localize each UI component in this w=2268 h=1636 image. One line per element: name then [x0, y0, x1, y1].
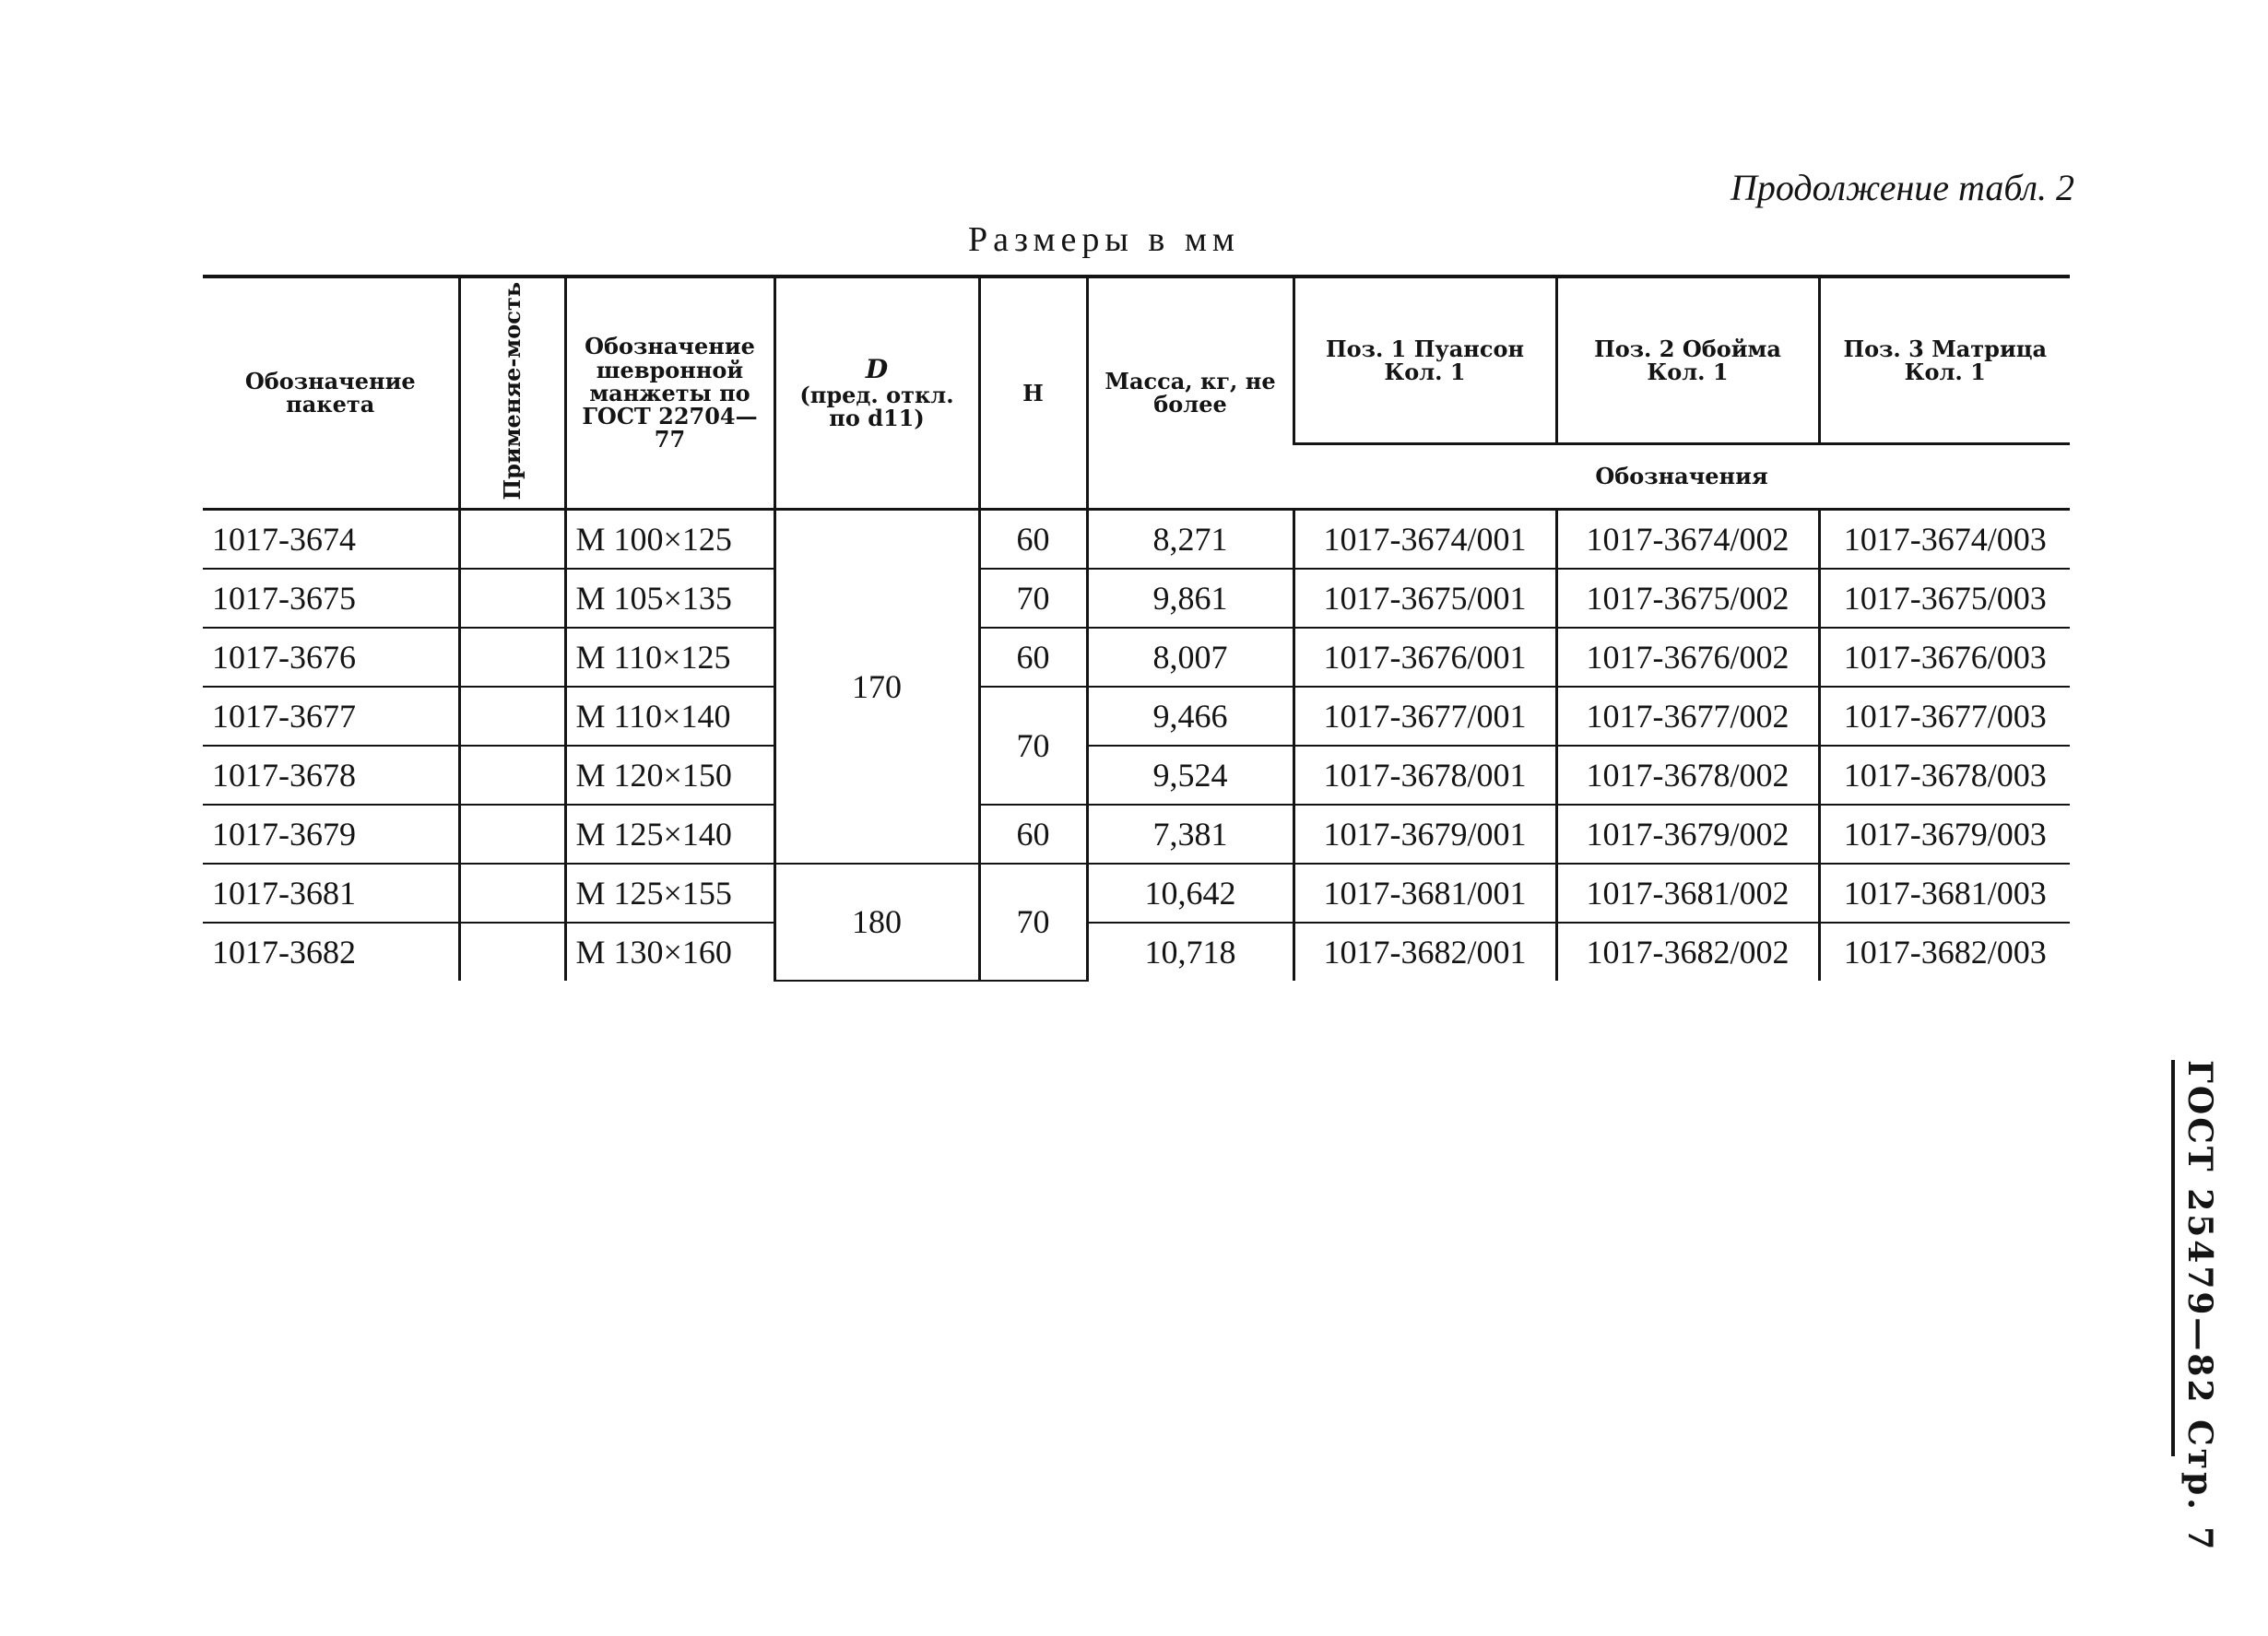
table-row — [203, 628, 2070, 687]
cell-poz3: 1017-3674/003 — [1819, 509, 2070, 569]
cell-poz2: 1017-3674/002 — [1556, 509, 1819, 569]
cell-cuff: М 110×140 — [565, 687, 774, 746]
cell-d: 180 — [774, 864, 979, 981]
cell-poz3: 1017-3675/003 — [1819, 569, 2070, 628]
header-d — [774, 277, 979, 509]
table-continuation-label: Продолжение табл. 2 — [1730, 167, 2074, 208]
cell-poz1: 1017-3676/001 — [1293, 628, 1556, 687]
cell-package: 1017-3676 — [203, 628, 459, 687]
table-row — [203, 687, 2070, 746]
cell-poz2: 1017-3678/002 — [1556, 746, 1819, 805]
cell-poz2: 1017-3681/002 — [1556, 864, 1819, 923]
header-poz1: Поз. 1 Пуансон Кол. 1 — [1293, 277, 1556, 443]
cell-package: 1017-3679 — [203, 805, 459, 864]
cell-poz3: 1017-3681/003 — [1819, 864, 2070, 923]
cell-poz2: 1017-3675/002 — [1556, 569, 1819, 628]
cell-h: 60 — [979, 628, 1087, 687]
cell-applicability — [459, 687, 565, 746]
header-poz3: Поз. 3 Матрица Кол. 1 — [1819, 277, 2070, 443]
cell-poz1: 1017-3677/001 — [1293, 687, 1556, 746]
cell-package: 1017-3675 — [203, 569, 459, 628]
cell-poz3: 1017-3676/003 — [1819, 628, 2070, 687]
cell-poz2: 1017-3676/002 — [1556, 628, 1819, 687]
cell-poz3: 1017-3682/003 — [1819, 923, 2070, 981]
table-row — [203, 746, 2070, 805]
cell-h: 60 — [979, 805, 1087, 864]
cell-poz2: 1017-3677/002 — [1556, 687, 1819, 746]
cell-applicability — [459, 509, 565, 569]
cell-mass: 8,271 — [1087, 509, 1293, 569]
table-row — [203, 864, 2070, 923]
header-mass: Масса, кг, не более — [1087, 277, 1293, 509]
gost-page-label: ГОСТ 25479—82 Стр. 7 — [2171, 1060, 2219, 1456]
table-row — [203, 509, 2070, 569]
cell-poz1: 1017-3674/001 — [1293, 509, 1556, 569]
cell-cuff: М 110×125 — [565, 628, 774, 687]
cell-cuff: М 130×160 — [565, 923, 774, 981]
dimensions-caption: Размеры в мм — [968, 220, 1240, 259]
cell-h: 70 — [979, 687, 1087, 805]
cell-mass: 7,381 — [1087, 805, 1293, 864]
table-row — [203, 569, 2070, 628]
specification-table — [203, 275, 2070, 982]
cell-package: 1017-3677 — [203, 687, 459, 746]
cell-cuff: М 105×135 — [565, 569, 774, 628]
cell-mass: 8,007 — [1087, 628, 1293, 687]
header-d-symbol: D — [865, 354, 889, 385]
cell-poz2: 1017-3682/002 — [1556, 923, 1819, 981]
cell-poz3: 1017-3679/003 — [1819, 805, 2070, 864]
cell-applicability — [459, 628, 565, 687]
cell-mass: 10,718 — [1087, 923, 1293, 981]
cell-poz1: 1017-3682/001 — [1293, 923, 1556, 981]
cell-package: 1017-3674 — [203, 509, 459, 569]
cell-poz1: 1017-3678/001 — [1293, 746, 1556, 805]
cell-poz1: 1017-3675/001 — [1293, 569, 1556, 628]
cell-cuff: М 125×155 — [565, 864, 774, 923]
header-row — [203, 277, 2070, 443]
cell-package: 1017-3678 — [203, 746, 459, 805]
header-applicability — [459, 277, 565, 509]
cell-package: 1017-3682 — [212, 933, 356, 971]
cell-applicability — [459, 923, 565, 981]
cell-h: 60 — [979, 509, 1087, 569]
cell-h: 70 — [979, 864, 1087, 981]
cell-poz2: 1017-3679/002 — [1556, 805, 1819, 864]
cell-package: 1017-3681 — [203, 864, 459, 923]
cell-poz1: 1017-3679/001 — [1293, 805, 1556, 864]
cell-mass: 9,524 — [1087, 746, 1293, 805]
cell-d: 170 — [774, 509, 979, 864]
cell-cuff: М 120×150 — [565, 746, 774, 805]
cell-mass: 9,466 — [1087, 687, 1293, 746]
cell-poz3: 1017-3678/003 — [1819, 746, 2070, 805]
header-h: H — [979, 277, 1087, 509]
table-row — [203, 923, 2070, 981]
cell-applicability — [459, 569, 565, 628]
header-package: Обозначение пакета — [203, 277, 459, 509]
header-designations: Обозначения — [1293, 443, 2070, 509]
cell-mass: 10,642 — [1087, 864, 1293, 923]
cell-applicability — [459, 805, 565, 864]
cell-mass: 9,861 — [1087, 569, 1293, 628]
cell-h: 70 — [979, 569, 1087, 628]
header-cuff: Обозначение шевронной манжеты по ГОСТ 22704—77 — [565, 277, 774, 509]
cell-poz1: 1017-3681/001 — [1293, 864, 1556, 923]
cell-poz3: 1017-3677/003 — [1819, 687, 2070, 746]
cell-cuff: М 125×140 — [565, 805, 774, 864]
cell-applicability — [459, 746, 565, 805]
header-applicability-text: Применяе-мость — [498, 282, 526, 500]
header-d-tolerance: (пред. откл. по d11) — [799, 381, 954, 432]
cell-cuff: М 100×125 — [565, 509, 774, 569]
cell-applicability — [459, 864, 565, 923]
table-row — [203, 805, 2070, 864]
header-poz2: Поз. 2 Обойма Кол. 1 — [1556, 277, 1819, 443]
